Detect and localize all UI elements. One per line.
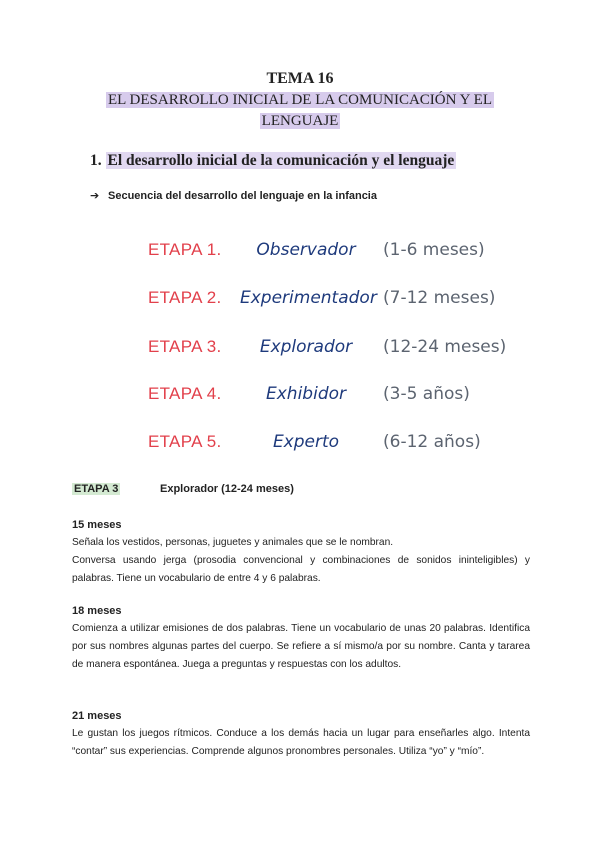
- bullet-text: Secuencia del desarrollo del lenguaje en la infancia: [108, 190, 377, 202]
- section-number: 1.: [90, 152, 102, 169]
- section-heading: [90, 152, 456, 170]
- etapa-tag: ETAPA 3: [74, 483, 119, 495]
- stage-range: (3-5 años): [383, 384, 470, 404]
- stage-row-1: [0, 240, 600, 270]
- stage-range: (1-6 meses): [383, 240, 485, 260]
- stage-label: ETAPA 1.: [148, 240, 222, 259]
- stage-name: Observador: [256, 240, 356, 260]
- arrow-right-icon: ➔: [90, 190, 100, 202]
- stage-row-2: [0, 288, 600, 318]
- stage-label: ETAPA 3.: [148, 337, 222, 356]
- stage-range: (6-12 años): [383, 432, 481, 452]
- stage-name: Exhibidor: [266, 384, 346, 404]
- section-heading-21: 21 meses: [72, 710, 122, 722]
- stage-range: (12-24 meses): [383, 337, 507, 357]
- paragraph: Señala los vestidos, personas, juguetes y animales que se le nombran.: [72, 537, 394, 548]
- doc-title-line-1: [0, 92, 600, 109]
- tema-number: TEMA 16: [266, 70, 334, 87]
- stage-label: ETAPA 2.: [148, 288, 222, 307]
- stage-row-3: [0, 337, 600, 367]
- section-21-meses: [72, 707, 530, 761]
- paragraph: Conversa usando jerga (prosodia convencional y combinaciones de sonidos ininteligibles) y palabras. Tiene un vocabulario de entre 4 y 6 palabras.: [72, 555, 530, 584]
- stage-row-4: [0, 384, 600, 414]
- doc-title-line-2-text: LENGUAJE: [261, 113, 339, 129]
- section-15-meses: [72, 516, 530, 588]
- stage-row-5: [0, 432, 600, 462]
- stage-label: ETAPA 5.: [148, 432, 222, 451]
- section-title: El desarrollo inicial de la comunicación y el lenguaje: [107, 152, 455, 169]
- doc-title-line-1-text: EL DESARROLLO INICIAL DE LA COMUNICACIÓN Y EL: [108, 92, 492, 108]
- stage-name: Experimentador: [240, 288, 377, 308]
- section-18-meses: [72, 602, 530, 674]
- stage-name: Experto: [272, 432, 340, 452]
- section-heading-18: 18 meses: [72, 605, 122, 617]
- stage-range: (7-12 meses): [383, 288, 496, 308]
- section-heading-15: 15 meses: [72, 519, 122, 531]
- doc-title-line-2: [0, 113, 600, 130]
- stage-name: Explorador: [259, 337, 353, 357]
- etapa-description: Explorador (12-24 meses): [160, 483, 294, 495]
- bullet-item: [90, 189, 377, 202]
- paragraph: Comienza a utilizar emisiones de dos palabras. Tiene un vocabulario de unas 20 palabras. Identifica por sus nombres algunas partes del cuerpo. Se refiere a sí mismo/a por su nombre. Canta y tararea de manera espontánea. Juega a preguntas y respuestas con los adultos.: [72, 623, 530, 670]
- paragraph: Le gustan los juegos rítmicos. Conduce a los demás hacia un lugar para enseñarles algo. Intenta “contar” sus experiencias. Comprende algunos pronombres personales. Utiliza “yo” y “mío”.: [72, 728, 530, 757]
- stage-label: ETAPA 4.: [148, 384, 222, 403]
